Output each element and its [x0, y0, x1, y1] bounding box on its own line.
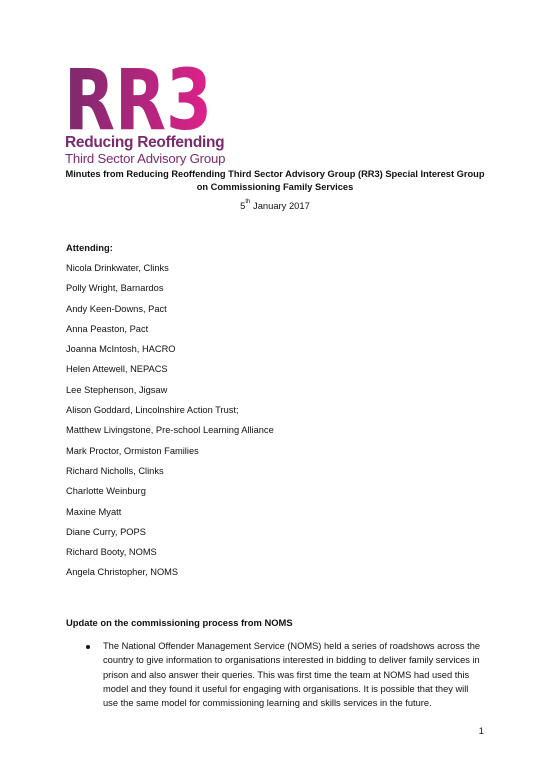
attendee: Richard Nicholls, Clinks [66, 465, 164, 476]
attendee: Alison Goddard, Lincolnshire Action Trust; [66, 405, 239, 416]
bullet-icon [86, 645, 90, 649]
date-rest: January 2017 [250, 200, 310, 211]
date-suffix: th [245, 199, 251, 205]
attendee: Lee Stephenson, Jigsaw [66, 384, 168, 395]
attendee: Andy Keen-Downs, Pact [66, 303, 167, 314]
attendee: Angela Christopher, NOMS [66, 567, 179, 578]
attendee-list [66, 262, 274, 587]
date-day: 5 [240, 200, 246, 211]
document-title: Minutes from Reducing Reoffending Third Sector Advisory Group (RR3) Special Interest Group on Commissioning Family Services [65, 169, 485, 192]
attendee: Charlotte Weinburg [66, 486, 146, 497]
rr3-logo-mark [64, 58, 214, 134]
attendee: Anna Peaston, Pact [66, 323, 149, 334]
rr3-logo [64, 58, 226, 166]
attendee: Helen Attewell, NEPACS [66, 364, 168, 375]
attendee: Matthew Livingstone, Pre-school Learning Alliance [66, 425, 274, 436]
attendee: Diane Curry, POPS [66, 526, 146, 537]
attendee: Richard Booty, NOMS [66, 547, 157, 558]
logo-line-1: Reducing Reoffending [65, 134, 225, 151]
attendee: Maxine Myatt [66, 506, 122, 517]
page-number: 1 [478, 725, 484, 736]
svg-text:RR3: RR3 [64, 58, 212, 134]
attendee: Joanna McIntosh, HACRO [66, 344, 176, 355]
attendee: Mark Proctor, Ormiston Families [66, 445, 199, 456]
logo-line-2: Third Sector Advisory Group [65, 151, 226, 166]
bullet-paragraph: The National Offender Management Service (NOMS) held a series of roadshows across the country to give information to organisations interested in bidding to deliver family services in prison and also answer their queries. This was first time the team at NOMS had used this model and they found it useful for engaging with organisations. It is possible that they will use the same model for commissioning learning and skills services in the future. [103, 641, 481, 709]
attending-heading: Attending: [66, 242, 113, 253]
meeting-date [60, 200, 490, 211]
section-heading: Update on the commissioning process from NOMS [66, 617, 293, 628]
attendee: Polly Wright, Barnardos [66, 283, 164, 294]
attendee: Nicola Drinkwater, Clinks [66, 263, 169, 273]
